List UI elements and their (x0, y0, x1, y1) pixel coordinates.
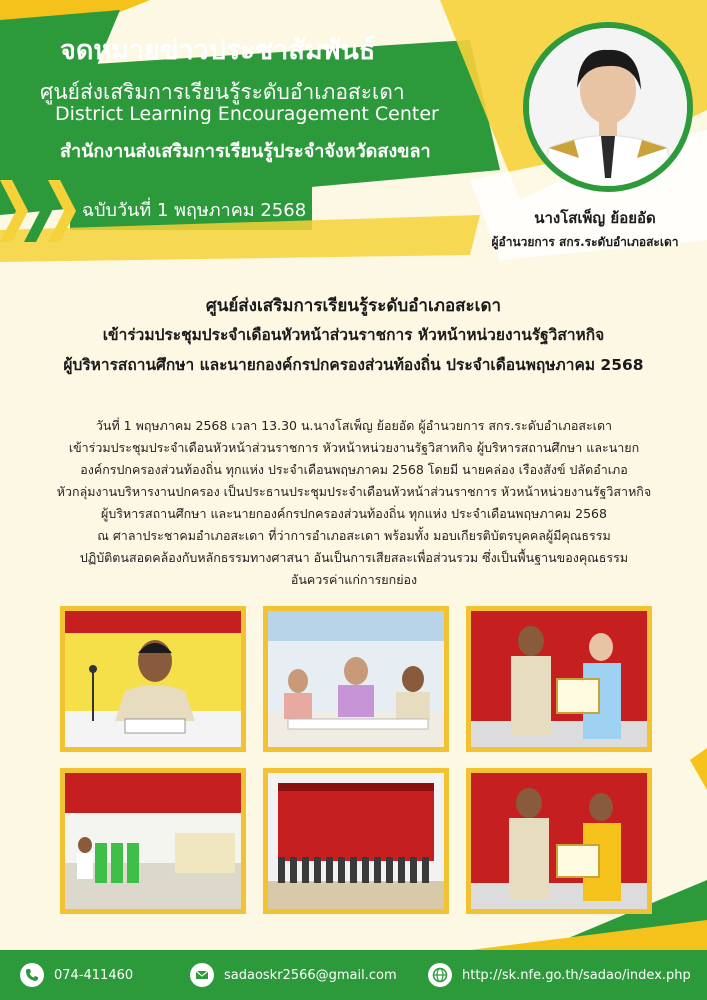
phone-icon (20, 963, 44, 987)
photo-hall-audience (65, 773, 241, 909)
photo-group-on-stage (268, 773, 444, 909)
newsletter-title: จดหมายข่าวประชาสัมพันธ์ (60, 35, 376, 66)
body-line: อันควรค่าแก่การยกย่อง (290, 572, 418, 587)
phone-number: 074-411460 (54, 967, 134, 983)
body-line: เข้าร่วมประชุมประจำเดือนหัวหน้าส่วนราชการ หัวหน้าหน่วยงานรัฐวิสาหกิจ ผู้บริหารสถานศึกษา และนายก (68, 440, 640, 455)
body-line: องค์กรปกครองส่วนท้องถิ่น ทุกแห่ง ประจำเดือนพฤษภาคม 2568 โดยมี นายคล่อง เรืองสังข์ ปลัดอำเภอ (80, 462, 628, 477)
body-line: ผู้บริหารสถานศึกษา และนายกองค์กรปกครองส่วนท้องถิ่น ทุกแห่ง ประจำเดือนพฤษภาคม 2568 (101, 506, 607, 521)
body-line: ณ ศาลาประชาคมอำเภอสะเดา ที่ว่าการอำเภอสะเดา พร้อมทั้ง มอบเกียรติบัตรบุคคลผู้มีคุณธรรม (97, 528, 611, 543)
body-line: หัวกลุ่มงานบริหารงานปกครอง เป็นประธานประชุมประจำเดือนหัวหน้าส่วนราชการ หัวหน้าหน่วยงานรัฐวิสาหกิจ (56, 484, 652, 499)
mail-icon (190, 963, 214, 987)
body-line: วันที่ 1 พฤษภาคม 2568 เวลา 13.30 น.นางโสเพ็ญ ย้อยอัด ผู้อำนวยการ สกร.ระดับอำเภอสะเดา (95, 418, 613, 433)
globe-icon (428, 963, 452, 987)
email-address: sadaoskr2566@gmail.com (224, 967, 397, 983)
footer-phone[interactable] (20, 960, 133, 990)
office-name: สำนักงานส่งเสริมการเรียนรู้ประจำจังหวัดสงขลา (60, 141, 431, 162)
event-photo (60, 768, 246, 914)
event-photo (60, 606, 246, 752)
footer-email[interactable] (190, 960, 397, 990)
footer-website[interactable] (428, 960, 691, 990)
issue-date: ฉบับวันที่ 1 พฤษภาคม 2568 (81, 200, 307, 221)
chevron-decoration-icon (48, 180, 76, 242)
photo-certificate-award (471, 611, 647, 747)
headline-line: ผู้บริหารสถานศึกษา และนายกองค์กรปกครองส่วนท้องถิ่น ประจำเดือนพฤษภาคม 2568 (63, 356, 644, 374)
headline-line: เข้าร่วมประชุมประจำเดือนหัวหน้าส่วนราชการ หัวหน้าหน่วยงานรัฐวิสาหกิจ (102, 326, 605, 344)
body-line: ปฏิบัติตนสอดคล้องกับหลักธรรมทางศาสนา อันเป็นการเสียสละเพื่อส่วนรวม ซึ่งเป็นพื้นฐานของคุณธรรม (79, 550, 629, 565)
event-photo (466, 606, 652, 752)
director-role: ผู้อำนวยการ สกร.ระดับอำเภอสะเดา (491, 235, 679, 249)
headline-line: ศูนย์ส่งเสริมการเรียนรู้ระดับอำเภอสะเดา (205, 296, 502, 316)
event-photo (263, 768, 449, 914)
portrait-image (529, 28, 687, 186)
director-portrait (523, 22, 693, 192)
photo-official-speaking (65, 611, 241, 747)
photo-certificate-award-2 (471, 773, 647, 909)
director-name: นางโสเพ็ญ ย้อยอัด (534, 209, 656, 227)
center-name-thai: ศูนย์ส่งเสริมการเรียนรู้ระดับอำเภอสะเดา (40, 80, 405, 104)
event-photo (263, 606, 449, 752)
event-photo (466, 768, 652, 914)
website-url: http://sk.nfe.go.th/sadao/index.php (462, 967, 691, 983)
center-name-english: District Learning Encouragement Center (55, 103, 439, 125)
photo-meeting-attendees (268, 611, 444, 747)
